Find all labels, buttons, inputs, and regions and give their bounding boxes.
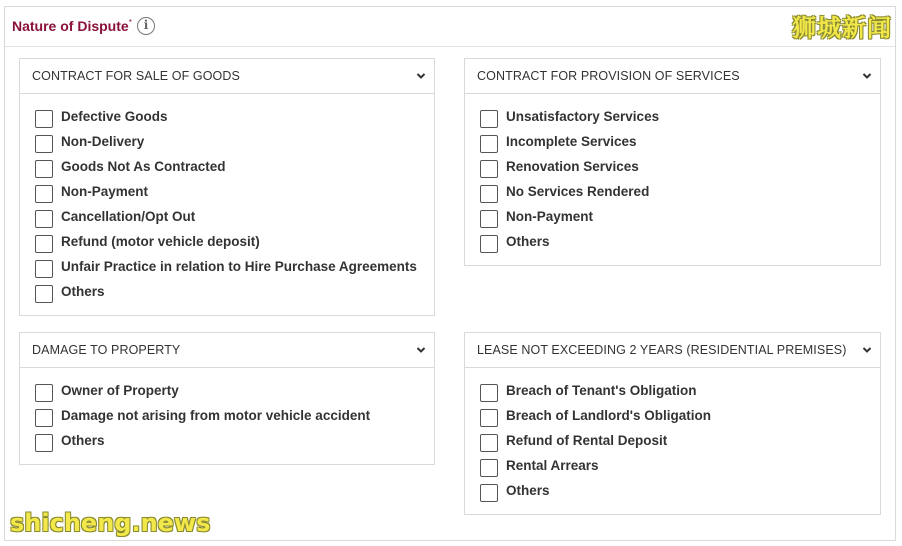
- panel-header-damage-to-property[interactable]: [20, 333, 434, 368]
- option-breach-tenant[interactable]: [465, 382, 880, 407]
- option-label: Unfair Practice in relation to Hire Purchase Agreements: [61, 259, 417, 274]
- panel-damage-to-property: [19, 332, 435, 465]
- checkbox[interactable]: [480, 459, 498, 477]
- panel-title: DAMAGE TO PROPERTY: [32, 343, 181, 357]
- option-renovation-services[interactable]: [465, 158, 880, 183]
- checkbox[interactable]: [35, 434, 53, 452]
- option-others[interactable]: [465, 482, 880, 507]
- panel-lease: [464, 332, 881, 515]
- option-unsatisfactory-services[interactable]: [465, 108, 880, 133]
- option-label: Breach of Tenant's Obligation: [506, 383, 697, 398]
- option-others[interactable]: [20, 283, 434, 308]
- panel-header-lease[interactable]: [465, 333, 880, 368]
- required-marker: *: [128, 18, 132, 27]
- panel-provision-of-services: [464, 58, 881, 266]
- checkbox[interactable]: [35, 260, 53, 278]
- option-label: Refund (motor vehicle deposit): [61, 234, 260, 249]
- chevron-down-icon[interactable]: [416, 345, 426, 355]
- option-cancellation[interactable]: [20, 208, 434, 233]
- watermark-url: shicheng.news: [10, 509, 211, 537]
- panel-title: LEASE NOT EXCEEDING 2 YEARS (RESIDENTIAL PREMISES): [477, 343, 847, 357]
- panel-header-sale-of-goods[interactable]: [20, 59, 434, 94]
- checkbox[interactable]: [35, 135, 53, 153]
- checkbox[interactable]: [35, 110, 53, 128]
- option-damage-not-motor-vehicle[interactable]: [20, 407, 434, 432]
- checkbox[interactable]: [480, 210, 498, 228]
- option-label: No Services Rendered: [506, 184, 650, 199]
- checkbox[interactable]: [480, 409, 498, 427]
- checkbox[interactable]: [35, 210, 53, 228]
- info-icon[interactable]: i: [137, 17, 155, 35]
- checkbox[interactable]: [35, 185, 53, 203]
- checkbox[interactable]: [35, 235, 53, 253]
- option-label: Goods Not As Contracted: [61, 159, 226, 174]
- option-goods-not-as-contracted[interactable]: [20, 158, 434, 183]
- option-label: Non-Delivery: [61, 134, 145, 149]
- option-refund-rental-deposit[interactable]: [465, 432, 880, 457]
- option-label: Unsatisfactory Services: [506, 109, 660, 124]
- option-incomplete-services[interactable]: [465, 133, 880, 158]
- checkbox[interactable]: [480, 235, 498, 253]
- panel-header-provision-of-services[interactable]: [465, 59, 880, 94]
- option-breach-landlord[interactable]: [465, 407, 880, 432]
- option-label: Cancellation/Opt Out: [61, 209, 196, 224]
- option-non-delivery[interactable]: [20, 133, 434, 158]
- option-label: Others: [506, 234, 550, 249]
- panel-sale-of-goods: [19, 58, 435, 316]
- option-label: Others: [506, 483, 550, 498]
- option-refund-motor-vehicle-deposit[interactable]: [20, 233, 434, 258]
- checkbox[interactable]: [480, 135, 498, 153]
- option-others[interactable]: [20, 432, 434, 457]
- option-rental-arrears[interactable]: [465, 457, 880, 482]
- nature-of-dispute-section: [4, 6, 896, 541]
- option-label: Renovation Services: [506, 159, 639, 174]
- option-label: Others: [61, 284, 105, 299]
- checkbox[interactable]: [480, 185, 498, 203]
- option-label: Defective Goods: [61, 109, 168, 124]
- checkbox[interactable]: [480, 434, 498, 452]
- option-label: Non-Payment: [61, 184, 149, 199]
- checkbox[interactable]: [480, 160, 498, 178]
- option-label: Others: [61, 433, 105, 448]
- checkbox[interactable]: [480, 110, 498, 128]
- option-label: Non-Payment: [506, 209, 594, 224]
- checkbox[interactable]: [35, 384, 53, 402]
- checkbox[interactable]: [35, 409, 53, 427]
- option-label: Rental Arrears: [506, 458, 599, 473]
- section-header: [5, 7, 895, 47]
- checkbox[interactable]: [35, 285, 53, 303]
- option-label: Owner of Property: [61, 383, 179, 398]
- checkbox[interactable]: [480, 384, 498, 402]
- chevron-down-icon[interactable]: [862, 345, 872, 355]
- option-label: Damage not arising from motor vehicle accident: [61, 408, 371, 423]
- option-owner-of-property[interactable]: [20, 382, 434, 407]
- option-non-payment[interactable]: [465, 208, 880, 233]
- option-label: Refund of Rental Deposit: [506, 433, 668, 448]
- option-unfair-practice[interactable]: [20, 258, 434, 283]
- panel-title: CONTRACT FOR SALE OF GOODS: [32, 69, 240, 83]
- chevron-down-icon[interactable]: [862, 71, 872, 81]
- option-others[interactable]: [465, 233, 880, 258]
- panel-title: CONTRACT FOR PROVISION OF SERVICES: [477, 69, 740, 83]
- checkbox[interactable]: [480, 484, 498, 502]
- watermark-chinese: 狮城新闻: [792, 14, 892, 42]
- option-non-payment[interactable]: [20, 183, 434, 208]
- option-no-services-rendered[interactable]: [465, 183, 880, 208]
- option-defective-goods[interactable]: [20, 108, 434, 133]
- option-label: Breach of Landlord's Obligation: [506, 408, 711, 423]
- chevron-down-icon[interactable]: [416, 71, 426, 81]
- section-title: Nature of Dispute*: [12, 18, 132, 34]
- option-label: Incomplete Services: [506, 134, 637, 149]
- checkbox[interactable]: [35, 160, 53, 178]
